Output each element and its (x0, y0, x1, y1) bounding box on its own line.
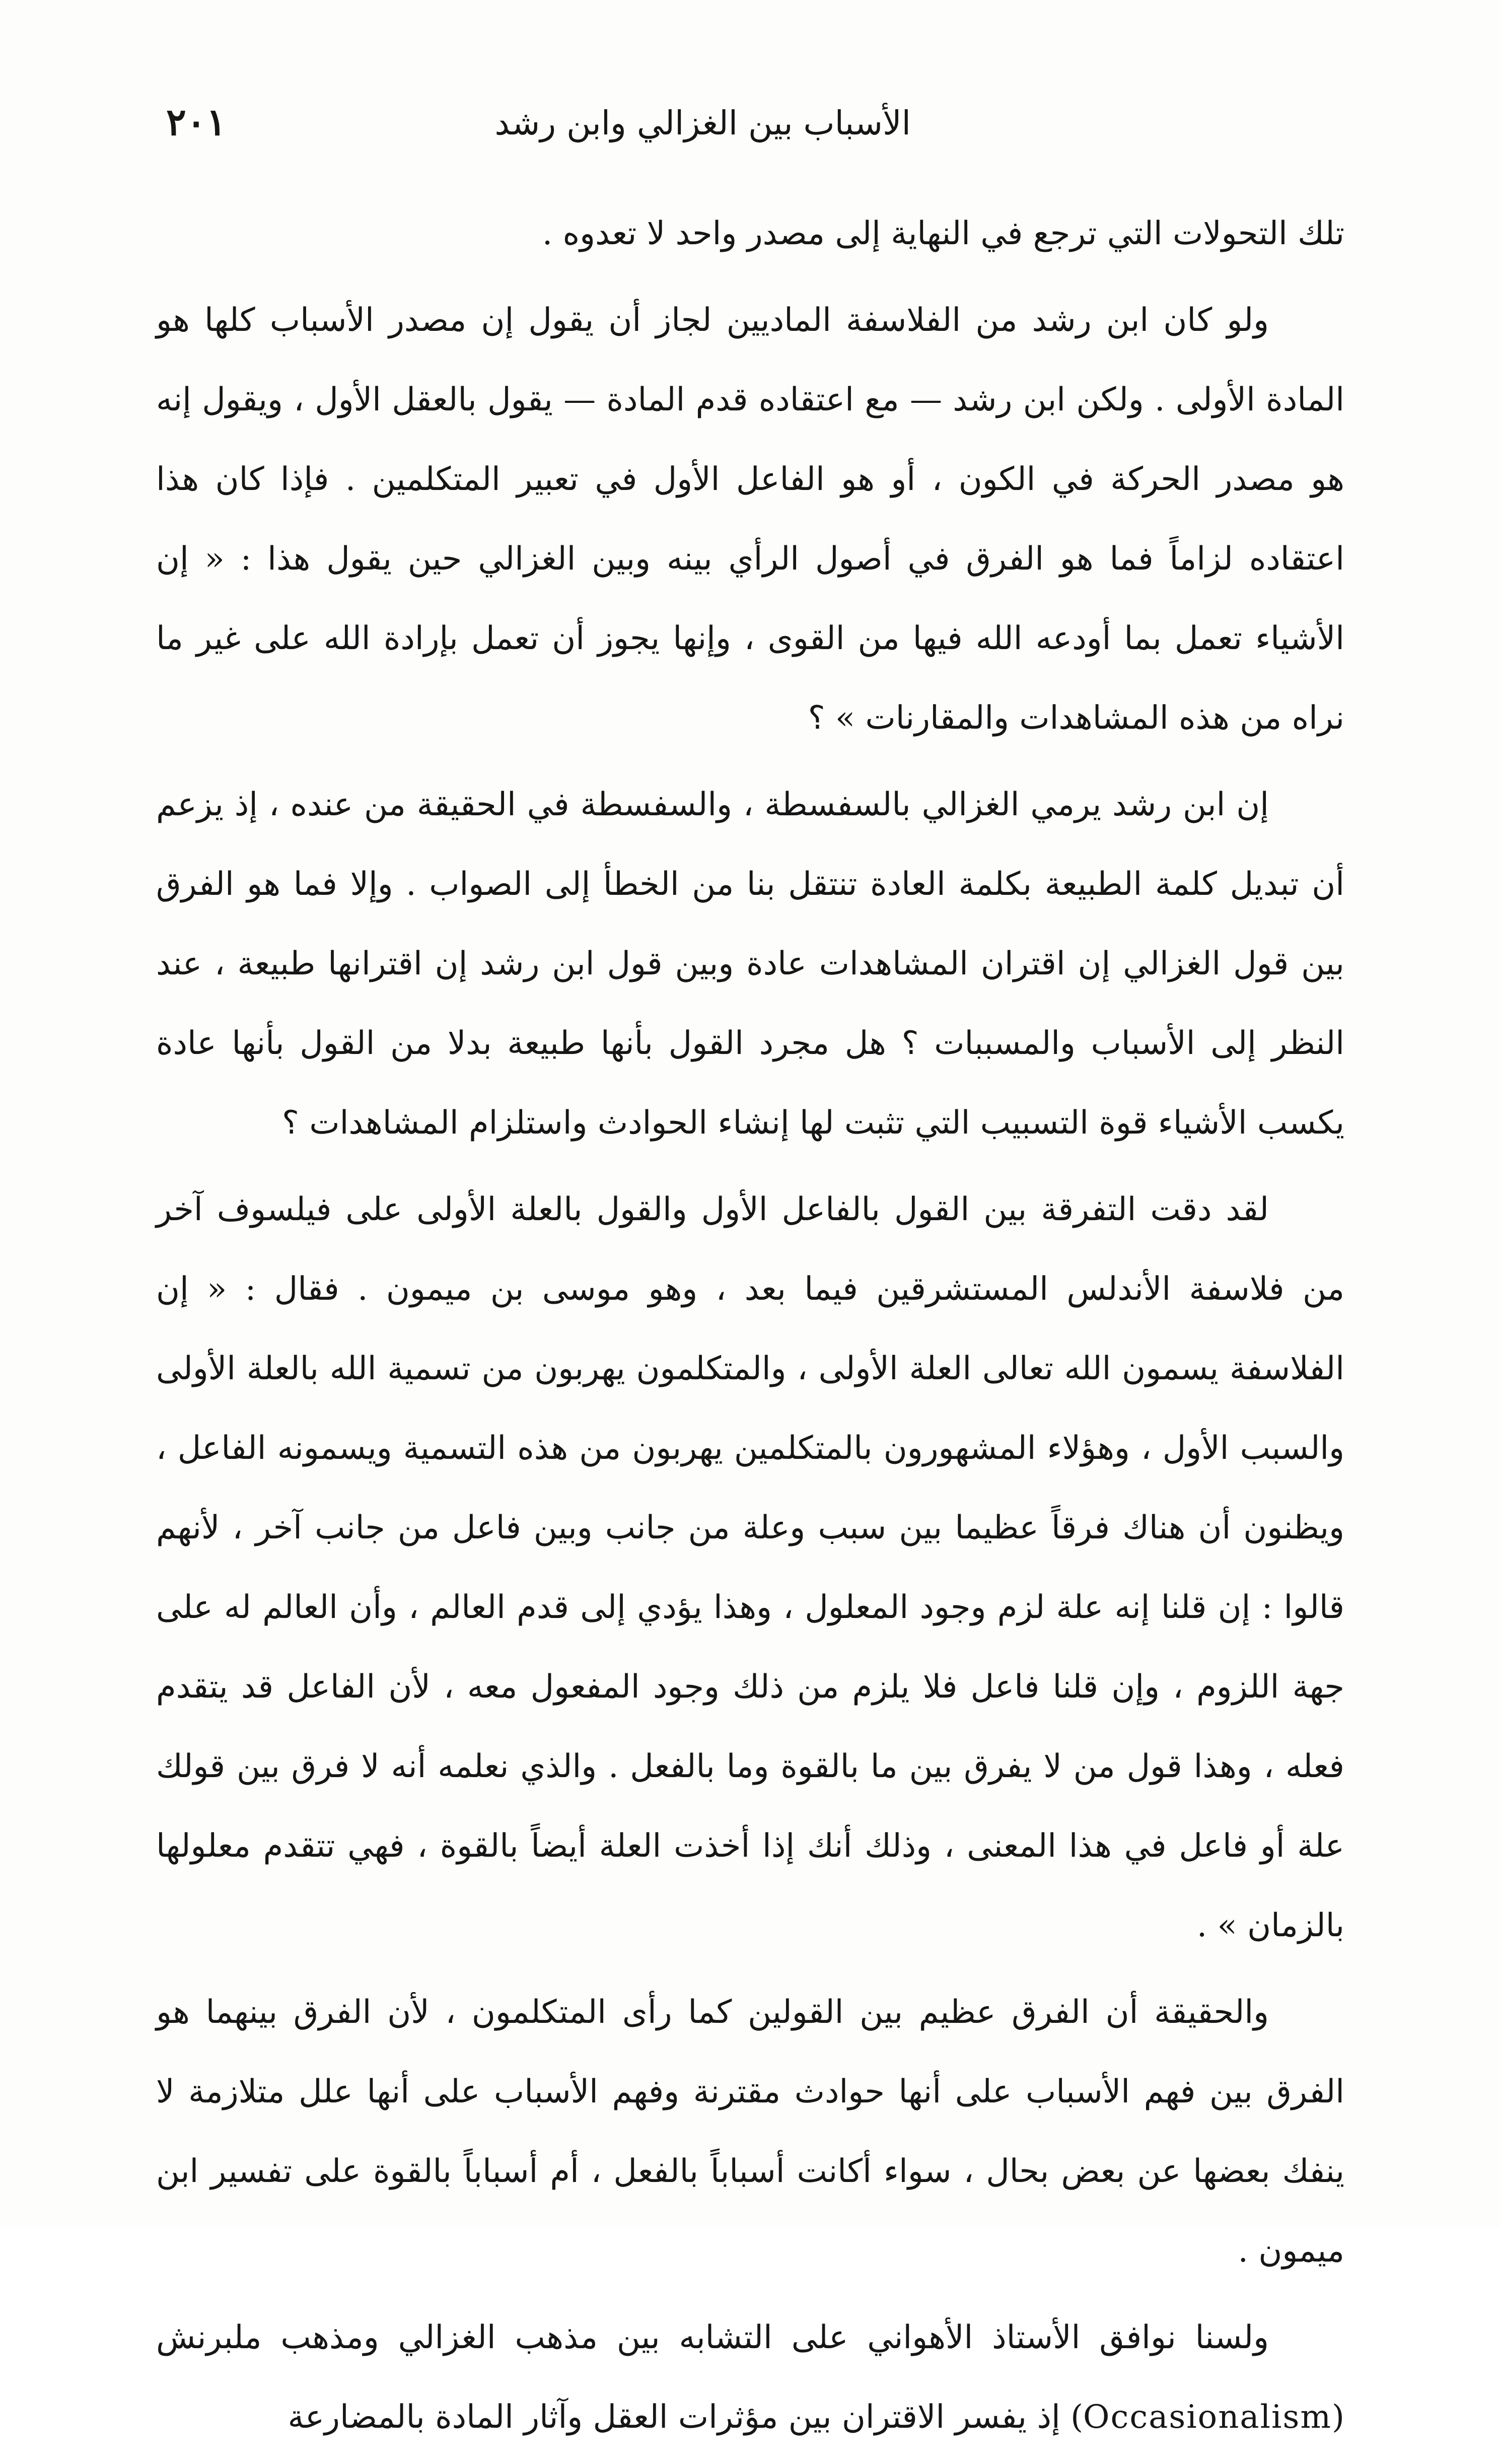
latin-term: (Occasionalism) (1070, 2399, 1344, 2436)
paragraph-2: ولو كان ابن رشد من الفلاسفة الماديين لجاز أن يقول إن مصدر الأسباب كلها هو المادة الأولى . ولكن ابن رشد — مع اعتقاده قدم المادة — يقول بالعقل الأول ، ويقول إنه هو مصدر الحركة في الكون ، أو هو الفاعل الأول في تعبير المتكلمين . فإذا كان هذا اعتقاده لزاماً فما هو الفرق في أصول الرأي بينه وبين الغزالي حين يقول هذا : « إن الأشياء تعمل بما أودعه الله فيها من القوى ، وإنها يجوز أن تعمل بإرادة الله على غير ما نراه من هذه المشاهدات والمقارنات » ؟ (156, 302, 1345, 737)
running-title: الأسباب بين الغزالي وابن رشد (494, 104, 911, 143)
paragraph-6-text: ولسنا نوافق الأستاذ الأهواني على التشابه بين مذهب الغزالي ومذهب ملبرنش (156, 2319, 1269, 2356)
paragraph-4: لقد دقت التفرقة بين القول بالفاعل الأول والقول بالعلة الأولى على فيلسوف آخر من فلاسفة الأندلس المستشرقين فيما بعد ، وهو موسى بن ميمون . فقال : « إن الفلاسفة يسمون الله تعالى العلة الأولى ، والمتكلمون يهربون من تسمية الله بالعلة الأولى والسبب الأول ، وهؤلاء المشهورون بالمتكلمين يهربون من هذه التسمية ويسمونه الفاعل ، ويظنون أن هناك فرقاً عظيما بين سبب وعلة من جانب وبين فاعل من جانب آخر ، لأنهم قالوا : إن قلنا إنه علة لزم وجود المعلول ، وهذا يؤدي إلى قدم العالم ، وأن العالم له على جهة اللزوم ، وإن قلنا فاعل فلا يلزم من ذلك وجود المفعول معه ، لأن الفاعل قد يتقدم فعله ، وهذا قول من لا يفرق بين ما بالقوة وما بالفعل . والذي نعلمه أنه لا فرق بين قولك علة أو فاعل في هذا المعنى ، وذلك أنك إذا أخذت العلة أيضاً بالقوة ، فهي تتقدم معلولها بالزمان » . (156, 1191, 1345, 1944)
paragraph-6 (156, 2298, 1344, 2457)
body-text (156, 194, 1344, 2464)
running-head (166, 101, 1299, 156)
paragraph-5: والحقيقة أن الفرق عظيم بين القولين كما رأى المتكلمون ، لأن الفرق بينهما هو الفرق بين فهم الأسباب على أنها حوادث مقترنة وفهم الأسباب على أنها علل متلازمة لا ينفك بعضها عن بعض بحال ، سواء أكانت أسباباً بالفعل ، أم أسباباً بالقوة على تفسير ابن ميمون . (156, 1994, 1345, 2270)
paragraph-3: إن ابن رشد يرمي الغزالي بالسفسطة ، والسفسطة في الحقيقة من عنده ، إذ يزعم أن تبديل كلمة الطبيعة بكلمة العادة تنتقل بنا من الخطأ إلى الصواب . وإلا فما هو الفرق بين قول الغزالي إن اقتران المشاهدات عادة وبين قول ابن رشد إن اقترانها طبيعة ، عند النظر إلى الأسباب والمسببات ؟ هل مجرد القول بأنها طبيعة بدلا من القول بأنها عادة يكسب الأشياء قوة التسبيب التي تثبت لها إنشاء الحوادث واستلزام المشاهدات ؟ (156, 786, 1344, 1142)
paragraph-6-continuation: إذ يفسر الاقتران بين مؤثرات العقل وآثار المادة بالمضارعة (288, 2399, 1060, 2436)
page-number: ٢٠١ (166, 101, 227, 144)
paragraph-1: تلك التحولات التي ترجع في النهاية إلى مصدر واحد لا تعدوه . (542, 215, 1344, 252)
